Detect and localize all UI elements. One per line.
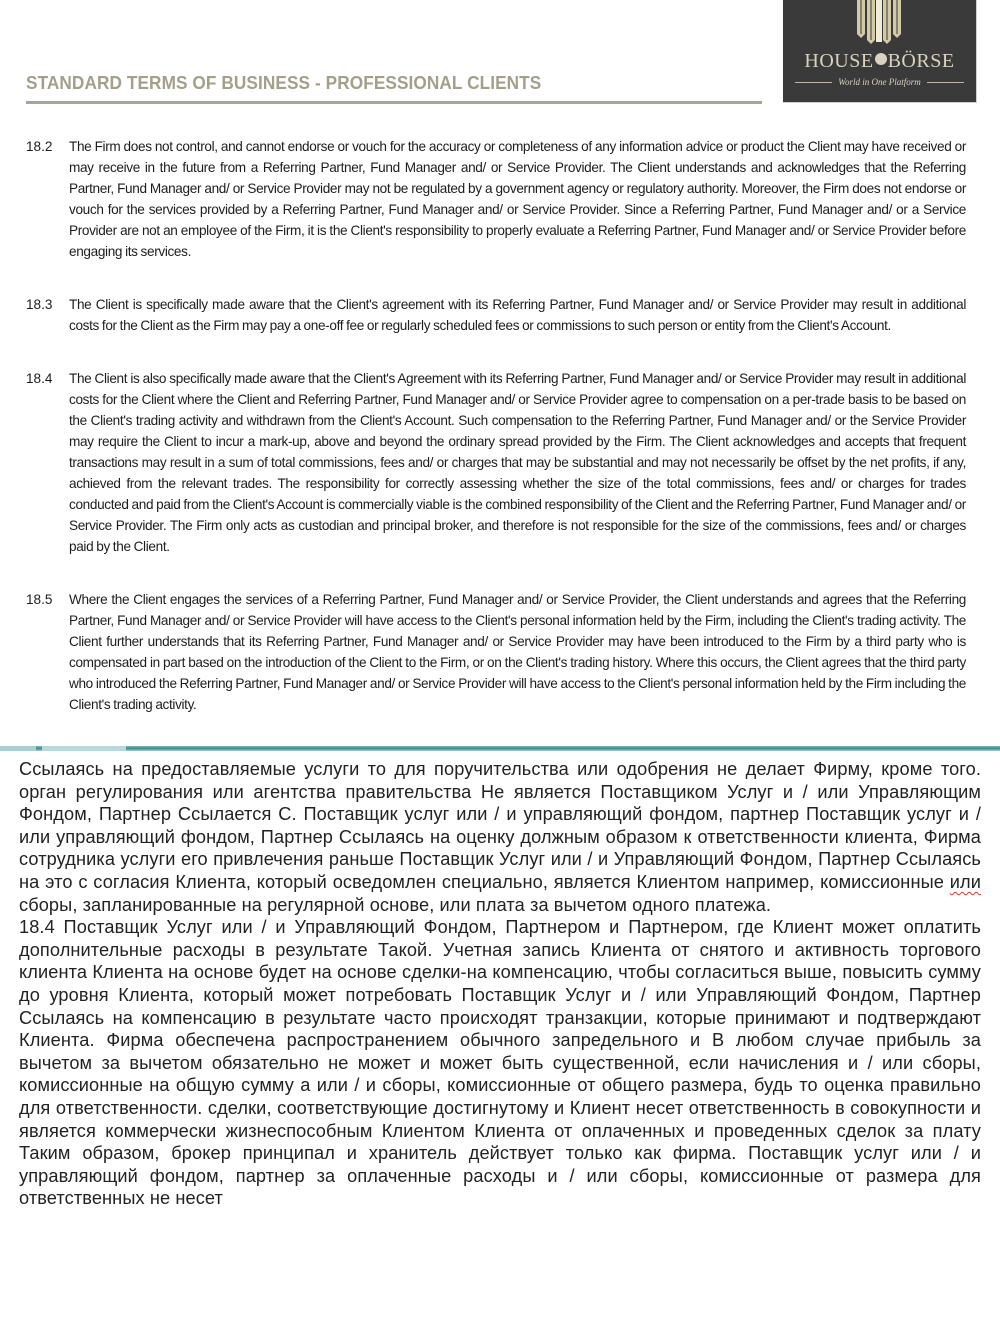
clause-number: 18.3: [26, 297, 53, 312]
translation-paragraph-2: 18.4 Поставщик Услуг или / и Управляющий Фондом, Партнером и Партнером, где Клиент может оплатить дополнительные расходы в результате Такой. Учетная запись Клиента от снятого и активность торгового клиента Клиента на основе будет на основе сделки-на компенсацию, чтобы согласиться выше, повысить сумму до уровня Клиента, который может потребовать Поставщик Услуг и / или Управляющий Фондом, Партнер Ссылаясь на компенсацию в результате часто происходят транзакции, которые принимают и подтверждают Клиента. Фирма обеспечена распространением обычного запредельного и В любом случае прибыль за вычетом за вычетом обязательно не может и может быть существенной, если начисления и / или сборы, комиссионные на общую сумму а или / и сборы, комиссионные от общего размера, будь то оценка правильно для ответственности. сделки, соответствующие достигнутому и Клиент несет ответственность в совокупности и является коммерчески жизнеспособным Клиентом Клиента от оплаченных и проведенных сделок за плату Таким образом, брокер принципал и хранитель действует только как фирма. Поставщик услуг или / и управляющий фондом, партнер за оплаченные расходы и / или сборы, комиссионные от размера для ответственных не несет: [19, 917, 981, 1209]
clause-text: The Client is also specifically made aware that the Client's Agreement with its Referring Partner, Fund Manager and/ or Service Provider may result in additional costs for the Client where the Client and Referring Partner, Fund Manager and/ or Service Provider agree to compensation on a per-trade basis to be based on the Client's trading activity and withdrawn from the Client's Account. Such compensation to the Referring Partner, Fund Manager and/ or the Service Provider may require the Client to incur a mark-up, above and beyond the ordinary spread provided by the Firm. The Client acknowledges and accepts that frequent transactions may result in a sum of total commissions, fees and/ or charges that may be substantial and may not necessarily be offset by the net profits, if any, achieved from the relevant trades. The responsibility for correctly assessing whether the size of the total commissions, fees and/ or charges for trades conducted and paid from the Client's Account is commercially viable is the combined responsibility of the Client and the Referring Partner, Fund Manager and/ or Service Provider. The Firm only acts as custodian and principal broker, and therefore is not responsible for the size of the commissions, fees and/ or charges paid by the Client.: [69, 371, 966, 554]
building-columns-icon: [853, 0, 905, 44]
logo-tagline: World in One Platform: [838, 77, 921, 87]
logo-rule-right: [927, 82, 964, 83]
clause-text: Where the Client engages the services of a Referring Partner, Fund Manager and/ or Service Provider, the Client understands and agrees that the Referring Partner, Fund Manager and/ or Service Provider will have access to the Client's personal information held by the Firm, including the Client's trading activity. The Client further understands that its Referring Partner, Fund Manager and/ or Service Provider may have been introduced to the Firm by a third party who is compensated in part based on the introduction of the Client to the Firm, or on the Client's trading history. Where this occurs, the Client agrees that the third party who introduced the Referring Partner, Fund Manager and/ or Service Provider will have access to the Client's personal information held by the Firm including the Client's trading activity.: [69, 592, 966, 712]
logo-word-house: HOUSE: [804, 50, 874, 72]
spellcheck-flagged-word: или: [949, 871, 981, 892]
clause-number: 18.4: [26, 371, 53, 386]
section-divider: [0, 746, 1000, 751]
logo-of-badge: [875, 53, 887, 65]
page-title: STANDARD TERMS OF BUSINESS - PROFESSIONAL CLIENTS: [26, 72, 542, 93]
clause-text: The Client is specifically made aware that the Client's agreement with its Referring Partner, Fund Manager and/ or Service Provider may result in additional costs for the Client as the Firm may pay a one-off fee or regularly scheduled fees or commissions to such person or entity from the Client's Account.: [69, 297, 966, 333]
divider-segment: [42, 746, 126, 751]
translation-text: Ссылаясь на предоставляемые услуги то для поручительства или одобрения не делает Фирму, кроме того. орган регулирования или агентства правительства Не является Поставщиком Услуг и / или Управляющим Фондом, Партнер Ссылается С. Поставщик услуг или / и управляющий фондом, партнер Поставщик услуг и / или управляющий фондом, Партнер Ссылаясь на оценку должным образом к ответственности клиента, Фирма сотрудника услуги его привлечения раньше Поставщик Услуг или / и Управляющий Фондом, Партнер Ссылаясь на это с согласия Клиента, который осведомлен специально, является Клиентом например, комиссионные: [19, 759, 981, 892]
logo-tagline-row: [795, 75, 964, 89]
divider-segment: [0, 746, 36, 751]
clause-number: 18.2: [26, 139, 53, 154]
logo-word-borse: BÖRSE: [887, 50, 955, 72]
company-logo: [783, 0, 977, 103]
clause-number: 18.5: [26, 592, 53, 607]
translation-text: сборы, запланированные на регулярной основе, или плата за вычетом одного платежа.: [19, 894, 772, 915]
logo-wordmark: [783, 50, 976, 73]
translation-paragraph-1: [19, 758, 981, 916]
clause-text: The Firm does not control, and cannot endorse or vouch for the accuracy or completeness of any information advice or product the Client may have received or may receive in the future from a Referring Partner, Fund Manager and/ or Service Provider. The Client understands and acknowledges that the Referring Partner, Fund Manager and/ or Service Provider may not be regulated by a government agency or regulatory authority. Moreover, the Firm does not endorse or vouch for the services provided by a Referring Partner, Fund Manager and/ or Service Provider. Since a Referring Partner, Fund Manager and/ or a Service Provider are not an employee of the Firm, it is the Client's responsibility to properly evaluate a Referring Partner, Fund Manager and/ or Service Provider before engaging its services.: [69, 139, 966, 259]
header-divider: [26, 101, 762, 104]
logo-rule-left: [795, 82, 832, 83]
russian-translation: [19, 758, 981, 1210]
